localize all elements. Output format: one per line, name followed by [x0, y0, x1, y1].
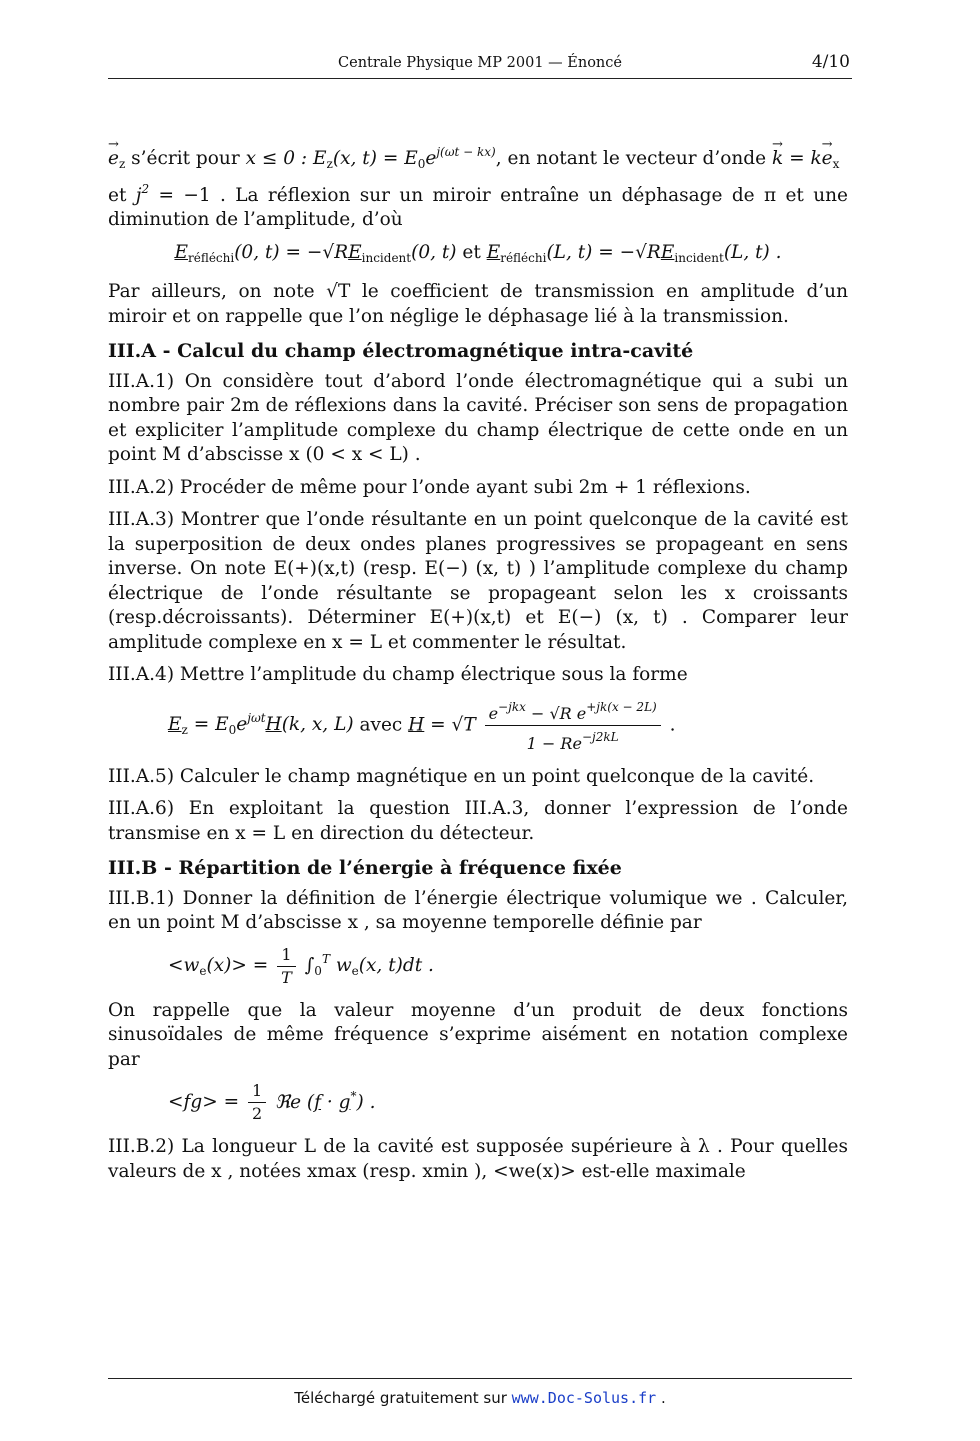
- intro-text-4: = −1 . La réflexion sur un miroir entraîne un déphasage de π et une diminution de l’amplitude, d’où: [108, 184, 848, 230]
- footer-link[interactable]: www.Doc-Solus.fr: [511, 1389, 657, 1407]
- question-a3: III.A.3) Montrer que l’onde résultante en un point quelconque de la cavité est la superposition de deux ondes planes progressives se propageant en sens inverse. On note E(+)(x,t) (resp. E(−) (x, t) ) l’amplitude complexe du champ électrique de l’onde résultante se propageant selon les x croissants (resp.décroissants). Déterminer E(+)(x,t) et E(−) (x, t) . Comparer leur amplitude complexe en x = L et commenter le résultat.: [108, 509, 848, 653]
- relation-word: et: [462, 241, 481, 263]
- page-content: [108, 140, 848, 1192]
- section-b-heading: III.B - Répartition de l’énergie à fréquence fixée: [108, 857, 622, 879]
- question-a6: III.A.6) En exploitant la question III.A.3, donner l’expression de l’onde transmise en x = L en direction du détecteur.: [108, 798, 848, 844]
- one-over-t: $\frac{1}{T}$: [277, 944, 296, 989]
- page-header: [108, 52, 852, 79]
- intro-text-2: , en notant le vecteur d’onde: [495, 148, 772, 169]
- footer-end: .: [656, 1389, 666, 1407]
- one-half: $\frac{1}{2}$: [248, 1080, 266, 1125]
- recall-paragraph: On rappelle que la valeur moyenne d’un produit de deux fonctions sinusoïdales de même fréquence s’exprime aisément en notation complexe par: [108, 999, 848, 1070]
- transmission-paragraph: Par ailleurs, on note √T le coefficient de transmission en amplitude d’un miroir et on rappelle que l’on néglige le déphasage lié à la transmission.: [108, 281, 848, 327]
- question-a2: III.A.2) Procéder de même pour l’onde ayant subi 2m + 1 réflexions.: [108, 476, 751, 498]
- section-a-heading: III.A - Calcul du champ électromagnétique intra-cavité: [108, 340, 694, 362]
- product-mean-formula: <fg> = $\frac{1}{2}$ ℜe (f · g*) .: [168, 1081, 376, 1123]
- j-squared: $j^2$: [135, 181, 150, 206]
- intro-condition: x ≤ 0 :: [245, 148, 314, 169]
- question-a4: III.A.4) Mettre l’amplitude du champ électrique sous la forme: [108, 664, 688, 685]
- question-a5: III.A.5) Calculer le champ magnétique en un point quelconque de la cavité.: [108, 765, 815, 787]
- ez-vector: → $e_z$: [108, 147, 125, 177]
- question-b2: III.B.2) La longueur L de la cavité est supposée supérieure à λ . Pour quelles valeurs de x , notées xmax (resp. xmin ), <we(x)> est-elle maximale: [108, 1136, 848, 1182]
- intro-formula: $E_z(x$, $t) = E_0e^{j(\omega t - kx)}$: [313, 145, 496, 171]
- footer-text: Téléchargé gratuitement sur: [294, 1389, 512, 1407]
- h-fraction: $\frac{e^{-jkx} - √R e^{+jk(x - 2L)}}{1 - Re^{-j2kL}}$: [485, 696, 661, 755]
- intro-text-3: et: [108, 184, 136, 206]
- question-a1: III.A.1) On considère tout d’abord l’onde électromagnétique qui a subi un nombre pair 2m de réflexions dans la cavité. Préciser son sens de propagation et expliciter l’amplitude complexe du champ électrique de cette onde en un point M d’abscisse x (0 < x < L) .: [108, 370, 848, 465]
- wave-vector: → $k = k\to e_x$: [772, 148, 839, 169]
- question-b1: III.B.1) Donner la définition de l’énergie électrique volumique we . Calculer, en un point M d’abscisse x , sa moyenne temporelle définie par: [108, 887, 848, 933]
- page-number: 4/10: [811, 52, 850, 72]
- intro-paragraph: [108, 140, 848, 233]
- page-footer: [108, 1378, 852, 1407]
- intro-text-1: s’écrit pour: [131, 148, 246, 169]
- mean-energy-formula: $<w_e(x)>$ = $\frac{1}{T}$ $\int_0^T$ $w_e(x$, t)dt .: [168, 944, 434, 987]
- field-formula: $E_z = E_0e^{j\omega t}H(k$, x, L) avec H = √T $\frac{e^{-jkx} - √R e^{+jk(x - 2L)}}{1 - Re^{-j2kL}}$ .: [168, 696, 848, 755]
- reflection-relation: $E_{réfléchi}(0$, $t) = -√RE_{incident}(0$, t) et $E_{réfléchi}(L$, $t) = -√RE_{incident}(L$, t) .: [174, 241, 782, 265]
- header-title: Centrale Physique MP 2001 — Énoncé: [338, 55, 622, 71]
- avec-word: avec: [359, 714, 403, 735]
